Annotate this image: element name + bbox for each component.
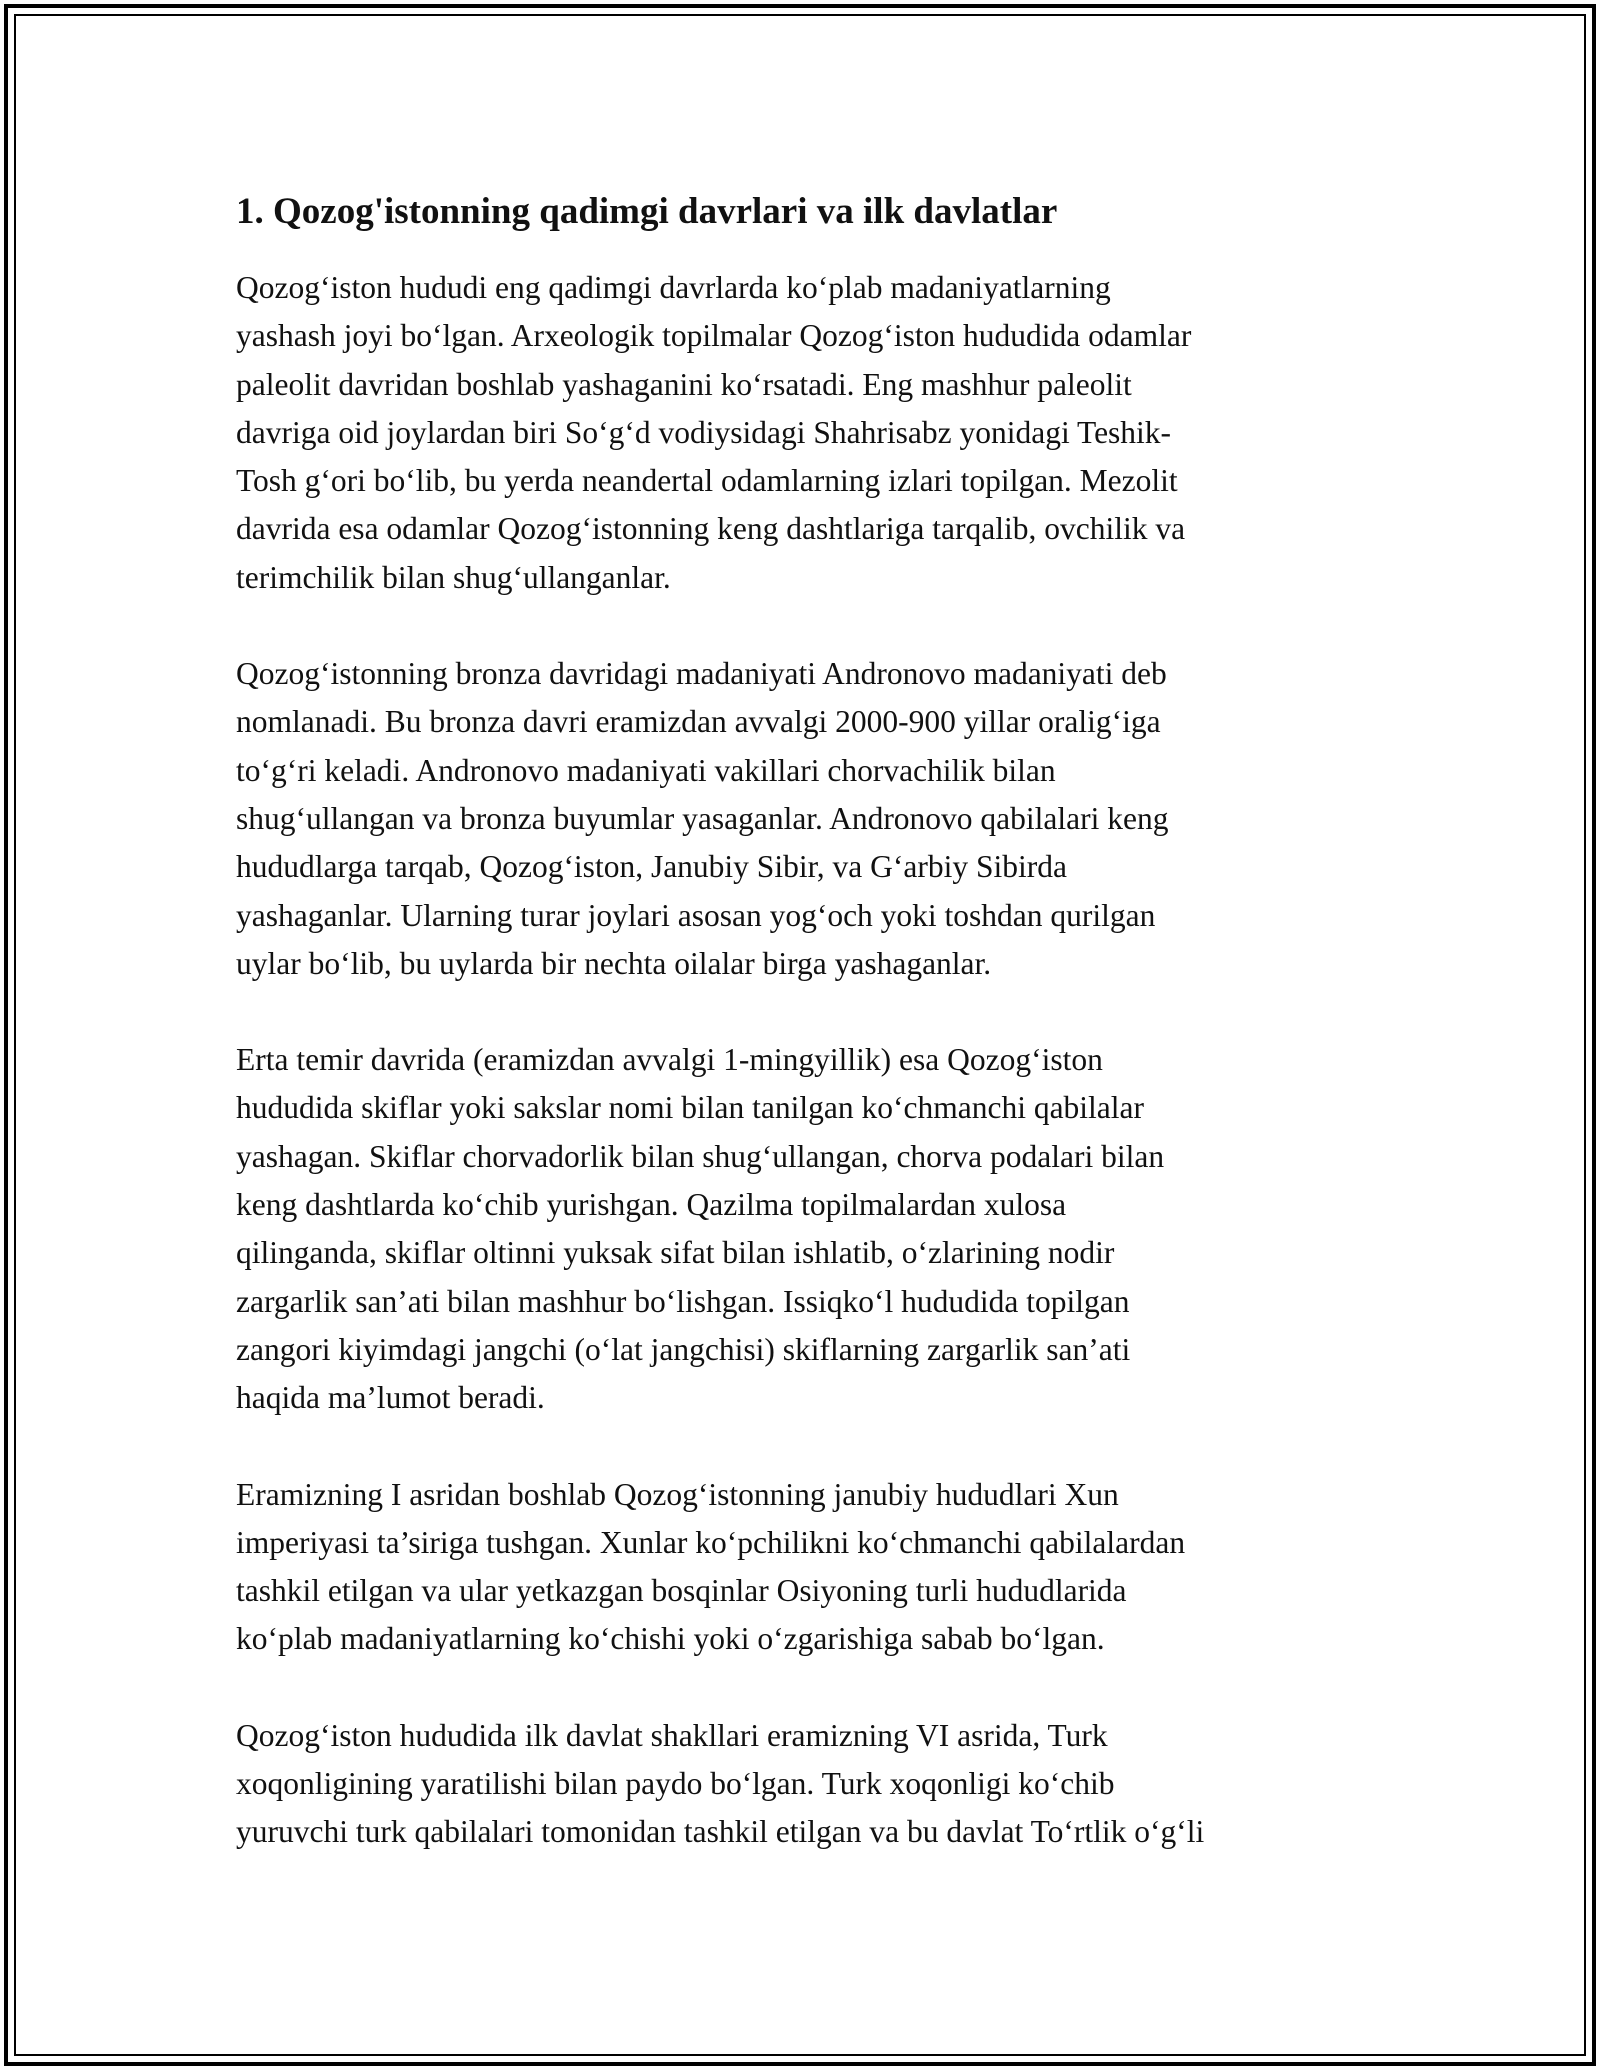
paragraph-1: Qozog‘iston hududi eng qadimgi davrlarda ko‘plab madaniyatlarning yashash joyi bo‘lgan. Arxeologik topilmalar Qozog‘iston hududida odamlar paleolit davridan boshlab yashaganini ko‘rsatadi. Eng mashhur paleolit davriga oid joylardan biri So‘g‘d vodiysidagi Shahrisabz yonidagi Teshik- Tosh g‘ori bo‘lib, bu yerda neandertal odamlarning izlari topilgan. Mezolit davrida esa odamlar Qozog‘istonning keng dashtlariga tarqalib, ovchilik va terimchilik bilan shug‘ullanganlar. — [236, 270, 1192, 595]
paragraph-2: Qozog‘istonning bronza davridagi madaniyati Andronovo madaniyati deb nomlanadi. Bu bronza davri eramizdan avvalgi 2000-900 yillar oralig‘iga to‘g‘ri keladi. Andronovo madaniyati vakillari chorvachilik bilan shug‘ullangan va bronza buyumlar yasaganlar. Andronovo qabilalari keng hududlarga tarqab, Qozog‘iston, Janubiy Sibir, va G‘arbiy Sibirda yashaganlar. Ularning turar joylari asosan yog‘och yoki toshdan qurilgan uylar bo‘lib, bu uylarda bir nechta oilalar birga yashaganlar. — [236, 656, 1169, 981]
document-body — [236, 188, 1376, 1905]
paragraph-4: Eramizning I asridan boshlab Qozog‘istonning janubiy hududlari Xun imperiyasi ta’siriga tushgan. Xunlar ko‘pchilikni ko‘chmanchi qabilalardan tashkil etilgan va ular yetkazgan bosqinlar Osiyoning turli hududlarida ko‘plab madaniyatlarning ko‘chishi yoki o‘zgarishiga sabab bo‘lgan. — [236, 1476, 1186, 1657]
section-heading: 1. Qozog'istonning qadimgi davrlari va ilk davlatlar — [236, 191, 1058, 232]
paragraph-3: Erta temir davrida (eramizdan avvalgi 1-mingyillik) esa Qozog‘iston hududida skiflar yoki sakslar nomi bilan tanilgan ko‘chmanchi qabilalar yashagan. Skiflar chorvadorlik bilan shug‘ullangan, chorva podalari bilan keng dashtlarda ko‘chib yurishgan. Qazilma topilmalardan xulosa qilinganda, skiflar oltinni yuksak sifat bilan ishlatib, o‘zlarining nodir zargarlik san’ati bilan mashhur bo‘lishgan. Issiqko‘l hududida topilgan zangori kiyimdagi jangchi (o‘lat jangchisi) skiflarning zargarlik san’ati haqida ma’lumot beradi. — [236, 1042, 1165, 1416]
paragraph-5: Qozog‘iston hududida ilk davlat shakllari eramizning VI asrida, Turk xoqonligining yaratilishi bilan paydo bo‘lgan. Turk xoqonligi ko‘chib yuruvchi turk qabilalari tomonidan tashkil etilgan va bu davlat To‘rtlik o‘g‘li — [236, 1717, 1205, 1850]
